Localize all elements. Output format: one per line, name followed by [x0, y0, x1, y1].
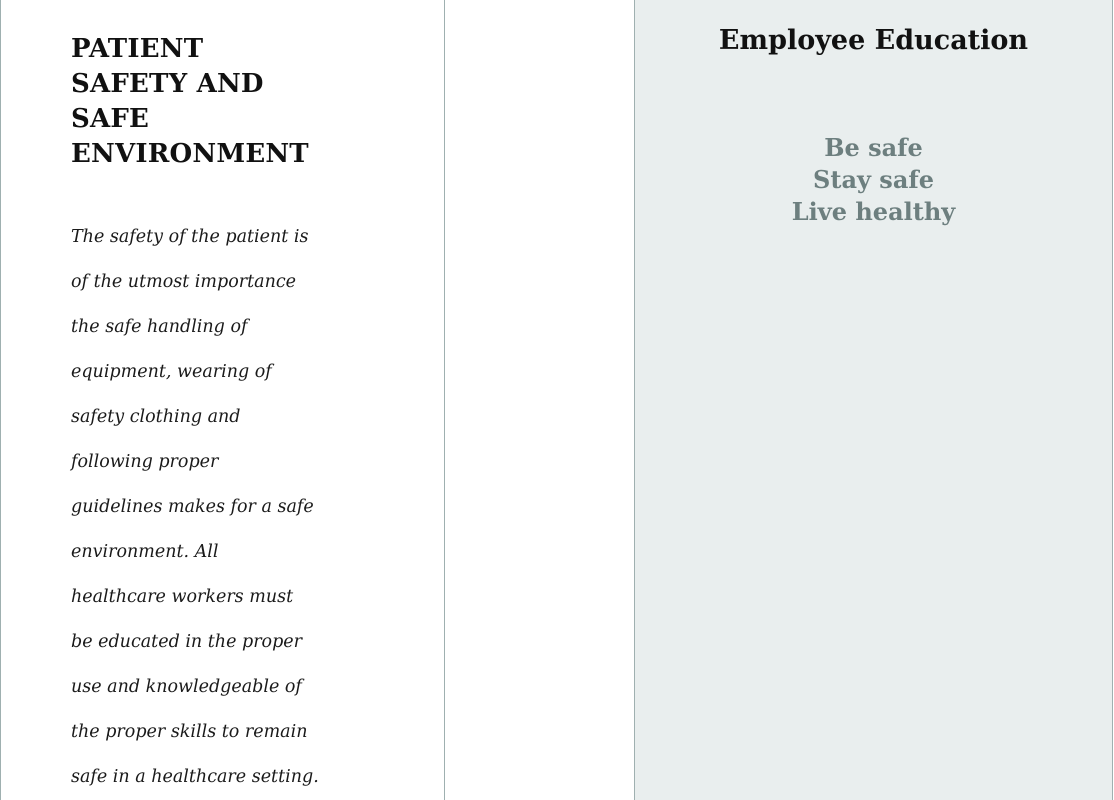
body-line: of the utmost importance	[71, 272, 296, 292]
page-edge-line	[0, 0, 1, 800]
heading-line: PATIENT	[71, 34, 204, 64]
body-line: The safety of the patient is	[71, 227, 309, 247]
body-line: healthcare workers must	[71, 587, 294, 607]
body-line: be educated in the proper	[71, 632, 303, 652]
cover-tagline	[635, 132, 1112, 228]
body-line: following proper	[71, 452, 219, 472]
body-line: environment. All	[71, 542, 219, 562]
body-line: use and knowledgeable of	[71, 677, 302, 697]
body-line: the safe handling of	[71, 317, 248, 337]
cover-panel	[634, 0, 1113, 800]
tagline-line: Be safe	[824, 133, 923, 162]
heading-line: SAFE	[71, 104, 150, 134]
body-paragraph	[71, 215, 371, 800]
body-line: safe in a healthcare setting.	[71, 767, 319, 787]
cover-title: Employee Education	[718, 25, 1029, 56]
heading-line: ENVIRONMENT	[71, 139, 309, 169]
tagline-line: Stay safe	[813, 165, 934, 194]
heading-line: SAFETY AND	[71, 69, 264, 99]
panel-divider	[444, 0, 445, 800]
section-heading	[71, 32, 371, 172]
body-line: safety clothing and	[71, 407, 241, 427]
tagline-line: Live healthy	[791, 197, 956, 226]
body-line: guidelines makes for a safe	[71, 497, 314, 517]
body-line: the proper skills to remain	[71, 722, 308, 742]
left-panel	[71, 32, 371, 800]
body-line: equipment, wearing of	[71, 362, 272, 382]
